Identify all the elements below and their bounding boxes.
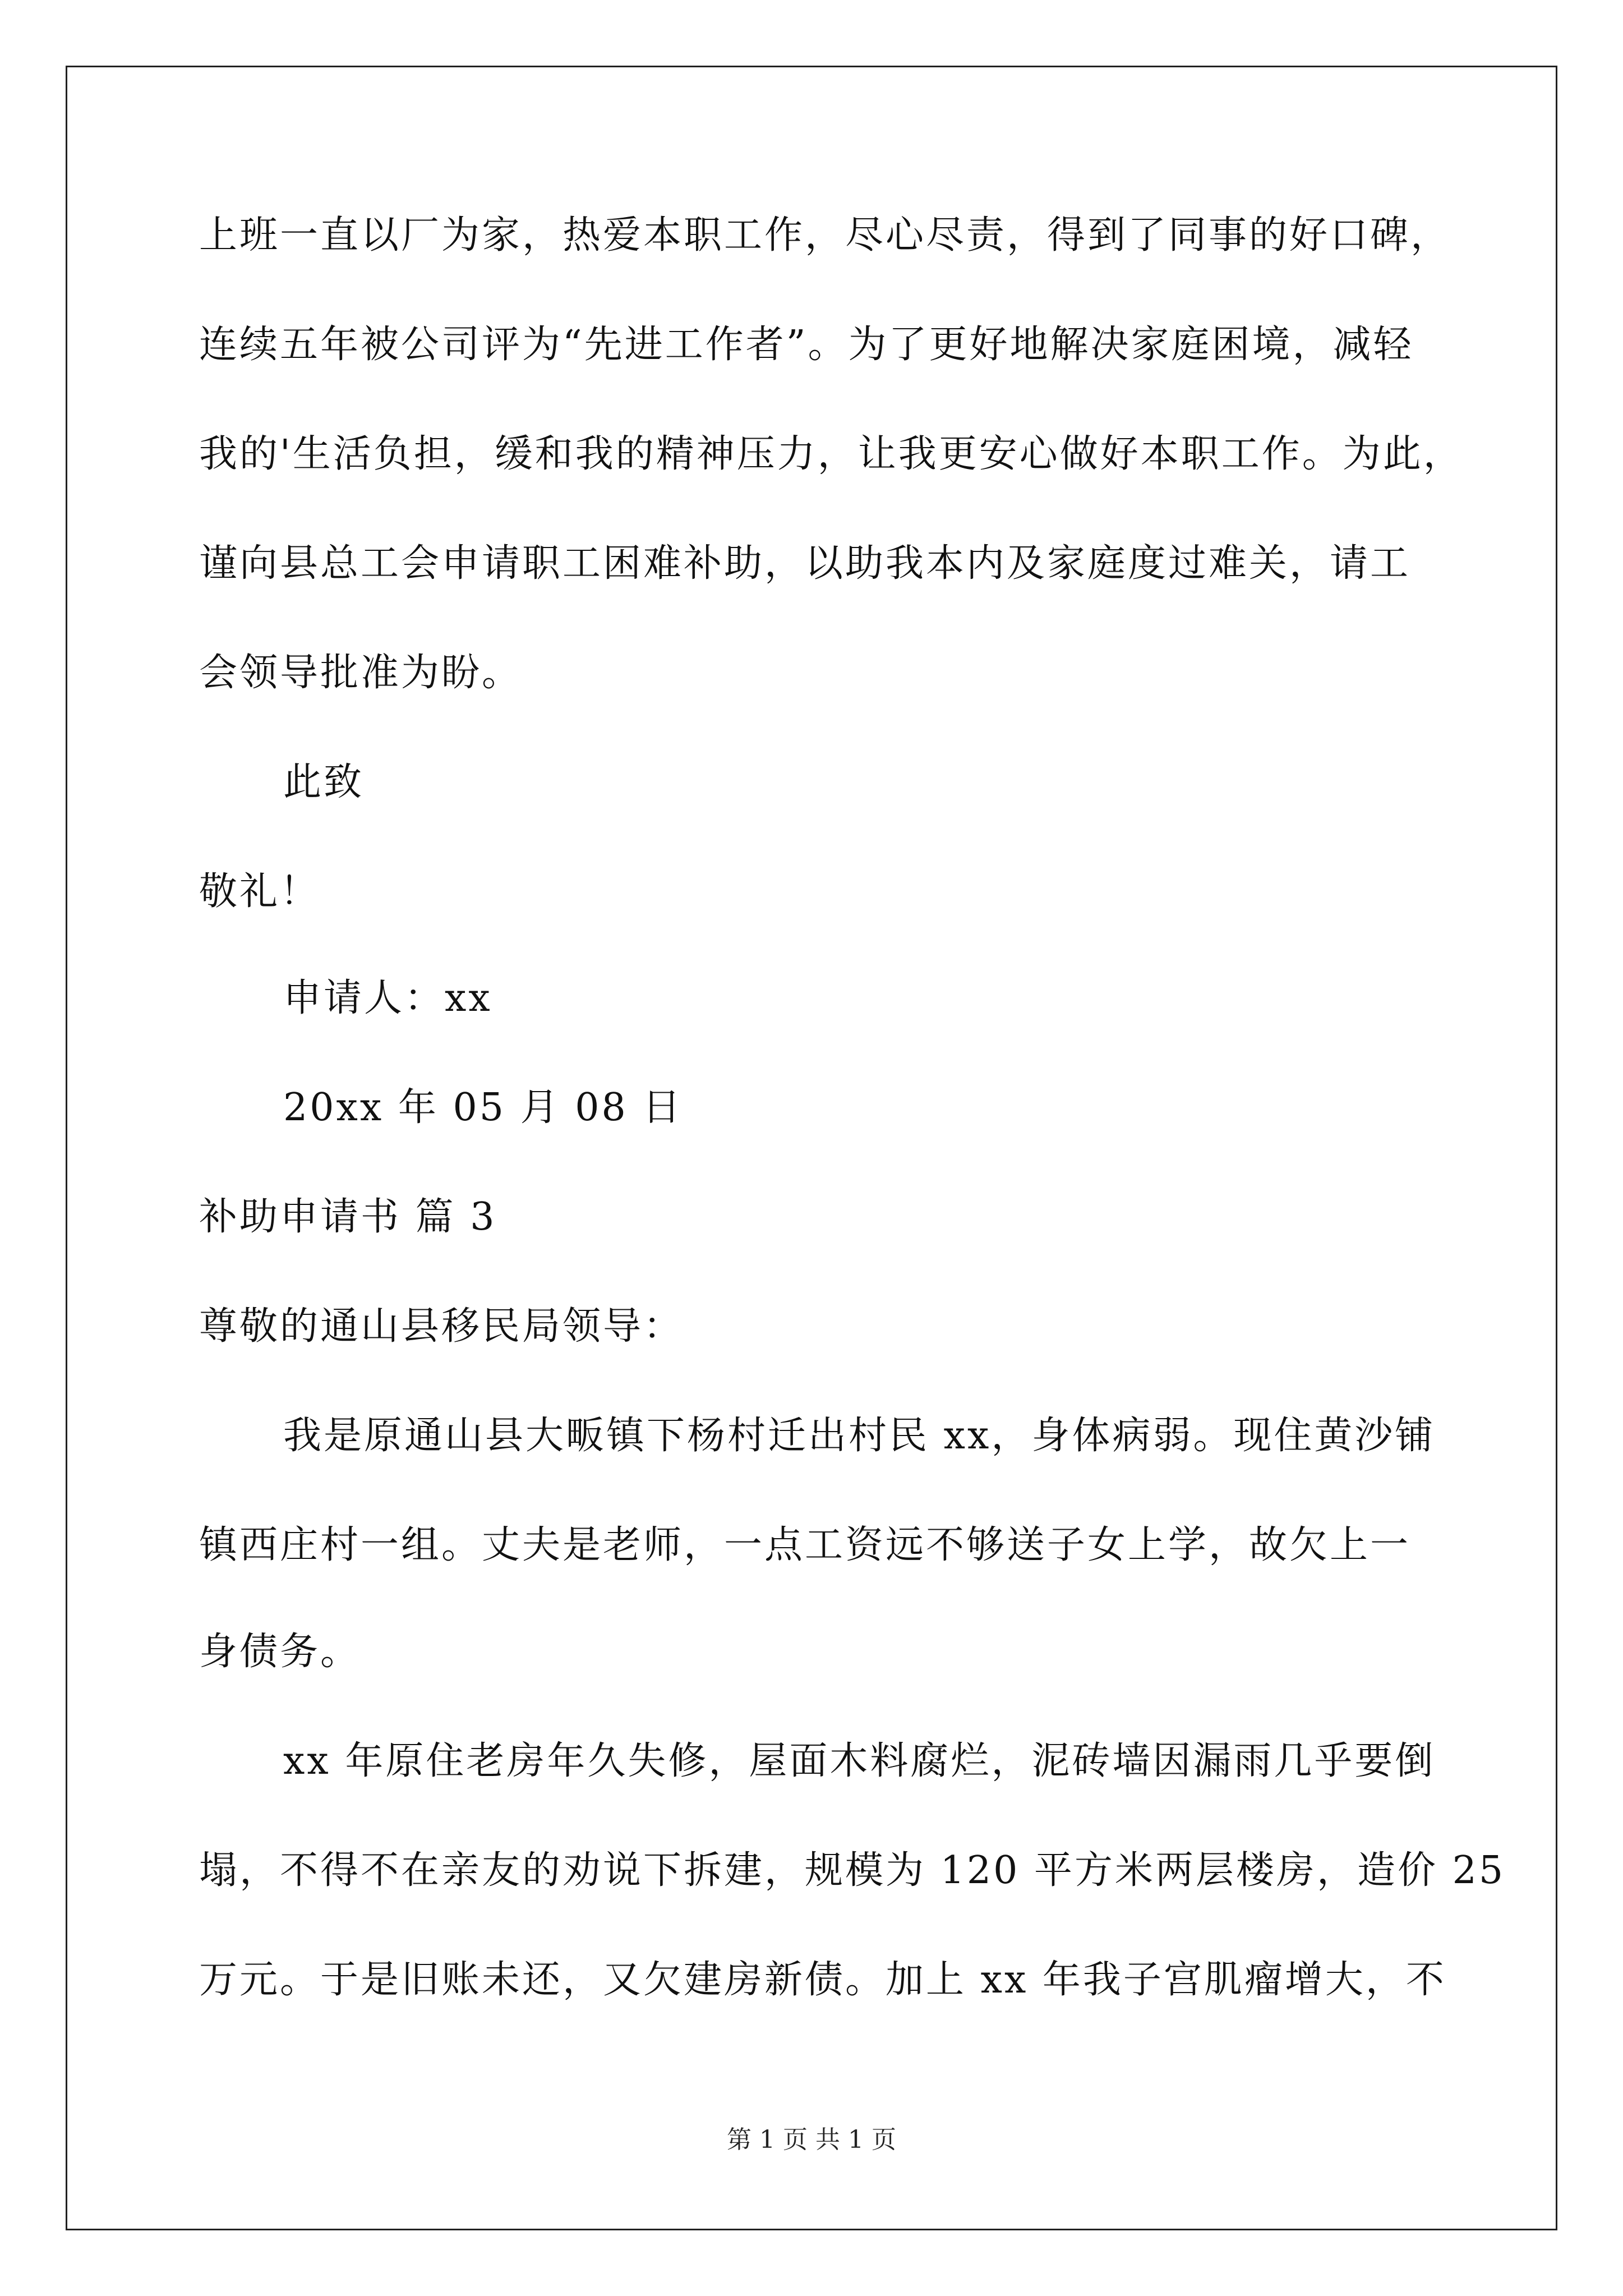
section-heading: 补助申请书 篇 3 (199, 1195, 497, 1239)
paragraph-line: 镇西庄村一组。丈夫是老师，一点工资远不够送子女上学，故欠上一 (199, 1523, 1411, 1567)
page-border (66, 66, 1557, 2230)
applicant-line: 申请人：xx (283, 976, 492, 1020)
paragraph-line: 上班一直以厂为家，热爱本职工作，尽心尽责，得到了同事的好口碑， (199, 213, 1451, 257)
page-footer: 第 1 页 共 1 页 (727, 2125, 896, 2154)
greeting-line: 尊敬的通山县移民局领导： (199, 1304, 684, 1349)
paragraph-line: xx 年原住老房年久失修，屋面木料腐烂，泥砖墙因漏雨几乎要倒 (283, 1739, 1436, 1783)
paragraph-line: 身债务。 (199, 1630, 361, 1674)
salutation-line: 敬礼！ (199, 869, 321, 914)
paragraph-line: 我是原通山县大畈镇下杨村迁出村民 xx，身体病弱。现住黄沙铺 (283, 1414, 1436, 1458)
paragraph-line: 连续五年被公司评为“先进工作者”。为了更好地解决家庭困境，减轻 (199, 323, 1414, 367)
paragraph-line: 我的'生活负担，缓和我的精神压力，让我更安心做好本职工作。为此， (199, 432, 1464, 476)
paragraph-line: 万元。于是旧账未还，又欠建房新债。加上 xx 年我子宫肌瘤增大，不 (199, 1958, 1446, 2002)
salutation-line: 此致 (283, 760, 365, 804)
paragraph-line: 谨向县总工会申请职工困难补助，以助我本内及家庭度过难关，请工 (199, 541, 1411, 586)
paragraph-line: 塌，不得不在亲友的劝说下拆建，规模为 120 平方米两层楼房，造价 25 (199, 1848, 1506, 1893)
paragraph-line: 会领导批准为盼。 (199, 651, 523, 695)
date-line: 20xx 年 05 月 08 日 (283, 1085, 683, 1130)
